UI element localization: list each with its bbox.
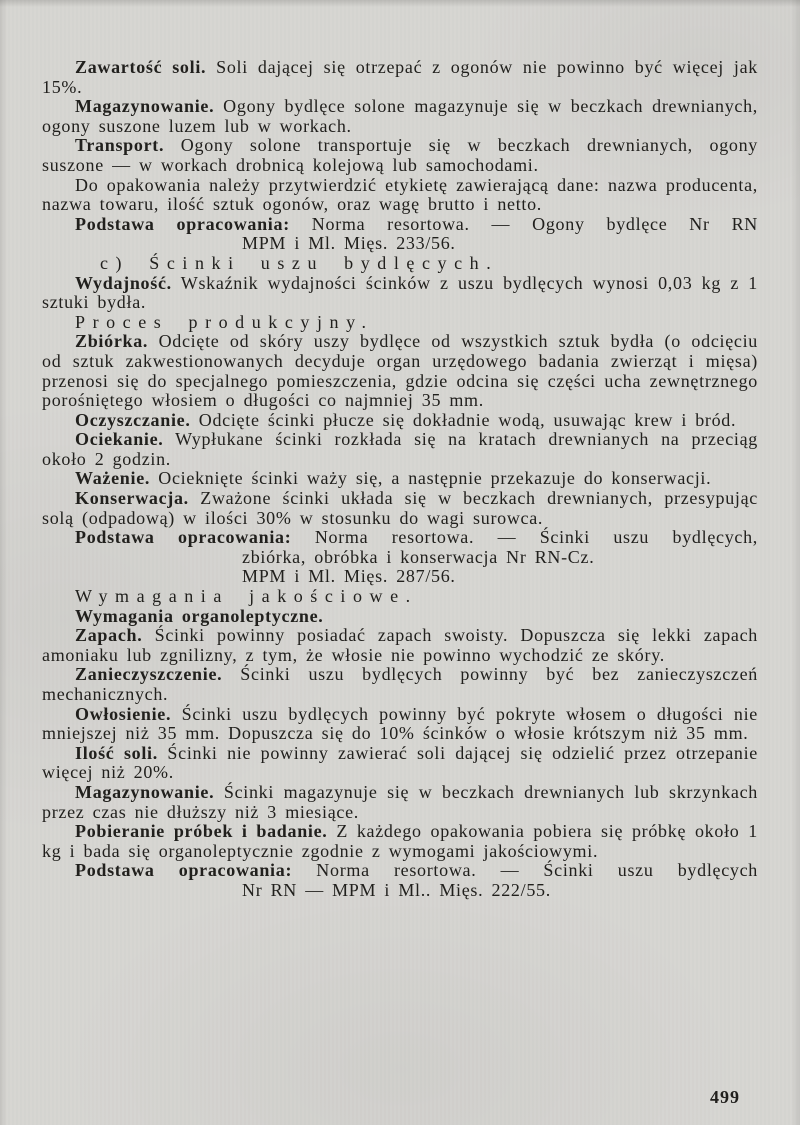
paragraph: Owłosienie. Ścinki uszu bydlęcych powinny być pokryte włosem o długości nie mniejszej niż 35 mm. Dopuszcza się do 10% ścinków o włosie krótszym niż 35 mm. xyxy=(42,703,758,744)
paragraph: Pobieranie próbek i badanie. Z każdego opakowania pobiera się próbkę około 1 kg i bada się organoleptycznie zgodnie z wymogami jakościowymi. xyxy=(42,821,758,861)
paragraph-lead: Wydajność. xyxy=(75,272,172,293)
paragraph-lead: Ociekanie. xyxy=(75,429,164,450)
reference-block xyxy=(42,861,758,900)
section-heading: Proces produkcyjny. xyxy=(75,311,374,332)
reference-line: Podstawa opracowania: Norma resortowa. — Ścinki uszu bydlęcych, xyxy=(75,527,759,548)
paragraph-lead: Owłosienie. xyxy=(75,703,172,724)
paragraph-lead: Zbiórka. xyxy=(75,331,149,352)
reference-line: Podstawa opracowania: Norma resortowa. — Ogony bydlęce Nr RN xyxy=(75,213,758,234)
paragraph: Wydajność. Wskaźnik wydajności ścinków z uszu bydlęcych wynosi 0,03 kg z 1 sztuki bydła. xyxy=(42,272,758,313)
paragraph-lead: Podstawa opracowania: xyxy=(75,527,292,548)
paragraph: Do opakowania należy przytwierdzić etykietę zawierającą dane: nazwa producenta, nazwa towaru, ilość sztuk ogonów, oraz wagę brutto i netto. xyxy=(42,174,758,215)
paragraph: Zawartość soli. Soli dającej się otrzepać z ogonów nie powinno być więcej jak 15%. xyxy=(42,57,758,97)
paragraph: Zanieczyszczenie. Ścinki uszu bydlęcych powinny być bez zanieczyszczeń mechanicznych. xyxy=(42,664,758,704)
paragraph-lead: Zapach. xyxy=(75,625,143,646)
paragraph: Magazynowanie. Ścinki magazynuje się w beczkach drewnianych lub skrzynkach przez czas nie dłuższy niż 3 miesiące. xyxy=(42,781,758,822)
paragraph: Zbiórka. Odcięte od skóry uszy bydlęce od wszystkich sztuk bydła (o odcięciu od sztuk zakwestionowanych decyduje organ urzędowego badania zwierząt i mięsa) przenosi się do specjalnego pomieszczenia, gdzie odcina się części ucha zewnętrznego porośniętego włosiem o długości co najmniej 35 mm. xyxy=(42,331,758,411)
subsection-heading: Wymagania organoleptyczne. xyxy=(75,605,324,626)
paragraph-lead: Pobieranie próbek i badanie. xyxy=(75,821,328,842)
paragraph: Ociekanie. Wypłukane ścinki rozkłada się na kratach drewnianych na przeciąg około 2 godzin. xyxy=(42,429,758,469)
paragraph-lead: Zanieczyszczenie. xyxy=(75,664,223,685)
paragraph: Oczyszczanie. Odcięte ścinki płucze się dokładnie wodą, usuwając krew i bród. xyxy=(75,409,737,430)
page-number: 499 xyxy=(710,1087,740,1107)
paragraph-lead: Transport. xyxy=(75,135,165,156)
reference-line: zbiórka, obróbka i konserwacja Nr RN-Cz. xyxy=(242,546,595,567)
paragraph: Ilość soli. Ścinki nie powinny zawierać soli dającej się odzielić przez otrzepanie więcej niż 20%. xyxy=(42,742,758,783)
paragraph-lead: Magazynowanie. xyxy=(75,781,215,802)
paragraph: Magazynowanie. Ogony bydlęce solone magazynuje się w beczkach drewnianych, ogony suszone luzem lub w workach. xyxy=(42,96,758,136)
paragraph: Zapach. Ścinki powinny posiadać zapach swoisty. Dopuszcza się lekki zapach amoniaku lub zgnilizny, z tym, że włosie nie powinno wychodzić ze skóry. xyxy=(42,625,758,665)
reference-block xyxy=(42,215,758,254)
paragraph-lead: Ważenie. xyxy=(75,468,151,489)
page-content xyxy=(42,58,758,901)
reference-line: MPM i Ml. Mięs. 287/56. xyxy=(242,566,456,587)
paragraph: Ważenie. Ocieknięte ścinki waży się, a następnie przekazuje do konserwacji. xyxy=(75,468,712,489)
paragraph: Transport. Ogony solone transportuje się w beczkach drewnianych, ogony suszone — w workach drobnicą kolejową lub samochodami. xyxy=(42,135,758,175)
paragraph-lead: Zawartość soli. xyxy=(75,57,207,77)
reference-block xyxy=(42,528,758,587)
paragraph-lead: Oczyszczanie. xyxy=(75,409,191,430)
paragraph-lead: Konserwacja. xyxy=(75,488,189,509)
section-heading: Wymagania jakościowe. xyxy=(75,586,418,607)
paragraph-lead: Magazynowanie. xyxy=(75,96,215,117)
paragraph: Konserwacja. Zważone ścinki układa się w beczkach drewnianych, przesypując solą (odpadową) w ilości 30% w stosunku do wagi surowca. xyxy=(42,488,758,528)
paragraph-lead: Podstawa opracowania: xyxy=(75,860,293,881)
paragraph-lead: Ilość soli. xyxy=(75,742,158,763)
paragraph-lead: Podstawa opracowania: xyxy=(75,213,290,234)
reference-line: MPM i Ml. Mięs. 233/56. xyxy=(242,233,456,254)
reference-line: Nr RN — MPM i Ml.. Mięs. 222/55. xyxy=(242,879,551,900)
reference-line: Podstawa opracowania: Norma resortowa. — Ścinki uszu bydlęcych xyxy=(75,860,758,881)
section-heading: c) Ścinki uszu bydlęcych. xyxy=(100,252,499,273)
